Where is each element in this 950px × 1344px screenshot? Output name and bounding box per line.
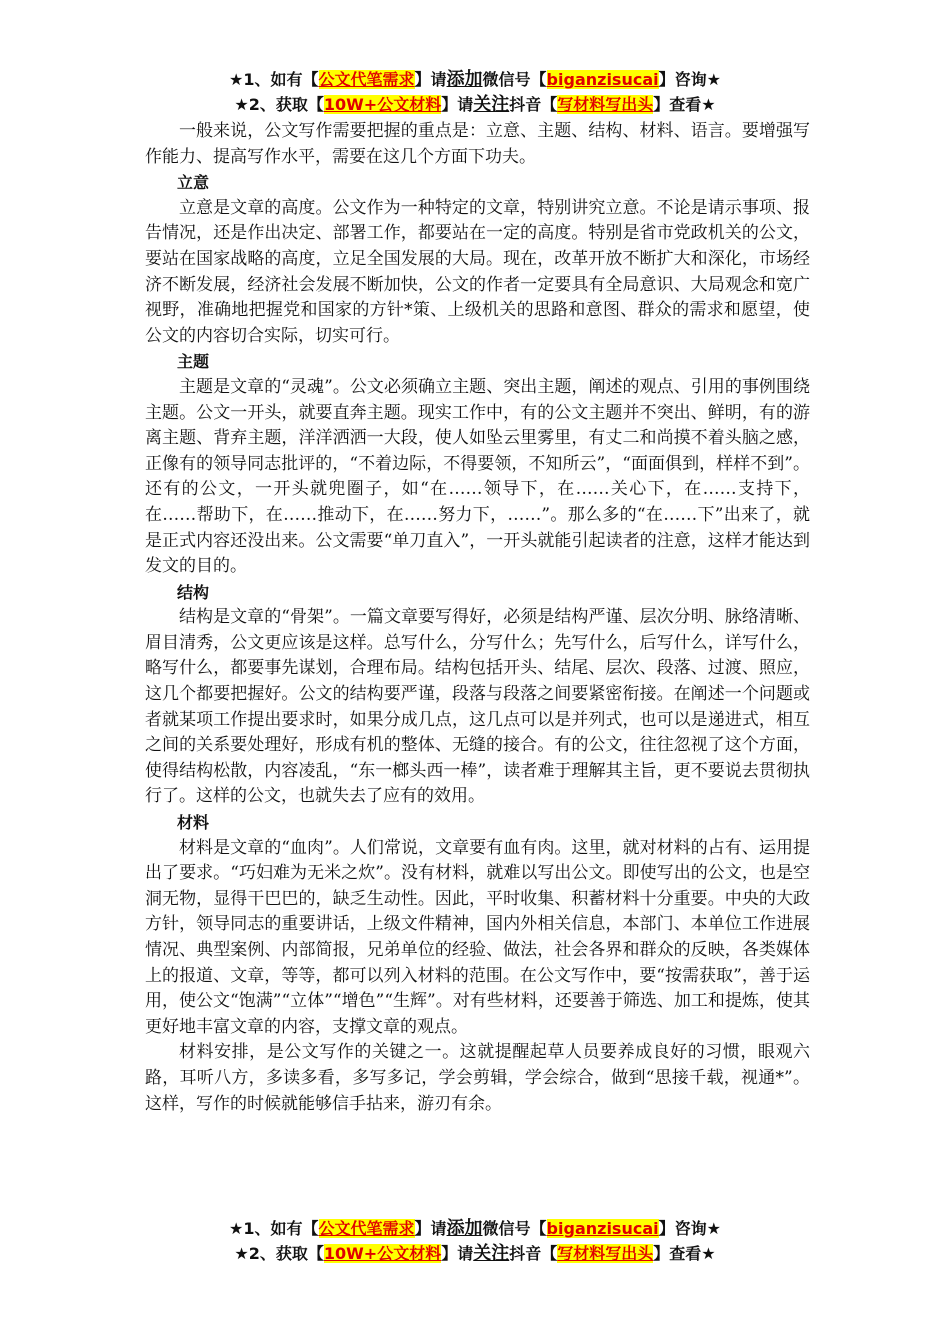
promo-text: ★2、获取【 xyxy=(234,95,324,114)
section-paragraph: 主题是文章的“灵魂”。公文必须确立主题、突出主题，阐述的观点、引用的事例围绕主题。公文一开头，就要直奔主题。现实工作中，有的公文主题并不突出、鲜明，有的游离主题、背弃主题，洋洋洒洒一大段，使人如坠云里雾里，有丈二和尚摸不着头脑之感，正像有的领导同志批评的，“不着边际，不得要领，不知所云”，“面面俱到，样样不到”。还有的公文，一开头就兜圈子，如“在……领导下，在……关心下，在……支持下，在……帮助下，在……推动下，在……努力下，……”。那么多的“在……下”出来了，就是正式内容还没出来。公文需要“单刀直入”，一开头就能引起读者的注意，这样才能达到发文的目的。 xyxy=(145,376,810,577)
promo-emphasis: 添加 xyxy=(446,69,483,90)
promo-text: ★1、如有【 xyxy=(229,70,319,89)
promo-highlight: biganzisucai xyxy=(546,1219,659,1238)
promo-text: 抖音【 xyxy=(509,1244,558,1263)
section-heading-jiegou: 结构 xyxy=(177,582,210,602)
promo-line-2-top xyxy=(140,93,810,117)
promo-highlight: 写材料写出头 xyxy=(557,1244,654,1263)
promo-highlight: 公文代笔需求 xyxy=(318,1219,415,1238)
promo-line-2-bottom xyxy=(140,1242,810,1266)
promo-text: 】咨询★ xyxy=(658,1219,721,1238)
promo-line-1-top xyxy=(140,68,810,92)
promo-text: 】请 xyxy=(441,1244,474,1263)
promo-line-1-bottom xyxy=(140,1217,810,1241)
section-paragraph: 结构是文章的“骨架”。一篇文章要写得好，必须是结构严谨、层次分明、脉络清晰、眉目清秀，公文更应该是这样。总写什么，分写什么；先写什么，后写什么，详写什么，略写什么，都要事先谋划，合理布局。结构包括开头、结尾、层次、段落、过渡、照应，这几个都要把握好。公文的结构要严谨，段落与段落之间要紧密衔接。在阐述一个问题或者就某项工作提出要求时，如果分成几点，这几点可以是并列式，也可以是递进式，相互之间的关系要处理好，形成有机的整体、无缝的接合。有的公文，往往忽视了这个方面，使得结构松散，内容凌乱，“东一榔头西一棒”，读者难于理解其主旨，更不要说去贯彻执行了。这样的公文，也就失去了应有的效用。 xyxy=(145,607,810,807)
promo-text: 】请 xyxy=(441,95,474,114)
promo-text: 】咨询★ xyxy=(658,70,721,89)
promo-emphasis: 关注 xyxy=(473,1243,510,1264)
promo-text: ★2、获取【 xyxy=(234,1244,324,1263)
promo-emphasis: 添加 xyxy=(446,1218,483,1239)
section-heading-liyi: 立意 xyxy=(177,173,210,193)
promo-highlight: 写材料写出头 xyxy=(557,95,654,114)
promo-text: 抖音【 xyxy=(509,95,558,114)
intro-paragraph: 一般来说，公文写作需要把握的重点是：立意、主题、结构、材料、语言。要增强写作能力、提高写作水平，需要在这几个方面下功夫。 xyxy=(145,121,810,167)
promo-highlight: 公文代笔需求 xyxy=(318,70,415,89)
section-heading-cailiao: 材料 xyxy=(177,813,210,833)
document-body xyxy=(145,119,810,1117)
promo-highlight: 10W+公文材料 xyxy=(323,95,442,114)
promo-text: 微信号【 xyxy=(482,1219,547,1238)
section-paragraph: 立意是文章的高度。公文作为一种特定的文章，特别讲究立意。不论是请示事项、报告情况，还是作出决定、部署工作，都要站在一定的高度。特别是省市党政机关的公文，要站在国家战略的高度，立足全国发展的大局。现在，改革开放不断扩大和深化，市场经济不断发展，经济社会发展不断加快，公文的作者一定要具有全局意识、大局观念和宽广视野，准确地把握党和国家的方针*策、上级机关的思路和意图、群众的需求和愿望，使公文的内容切合实际，切实可行。 xyxy=(145,197,810,346)
promo-text: 】查看★ xyxy=(653,95,716,114)
promo-text: 微信号【 xyxy=(482,70,547,89)
section-paragraph: 材料是文章的“血肉”。人们常说，文章要有血有肉。这里，就对材料的占有、运用提出了要求。“巧妇难为无米之炊”。没有材料，就难以写出公文。即使写出的公文，也是空洞无物，显得干巴巴的，缺乏生动性。因此，平时收集、积蓄材料十分重要。中央的大政方针，领导同志的重要讲话，上级文件精神，国内外相关信息，本部门、本单位工作进展情况、典型案例、内部简报，兄弟单位的经验、做法，社会各界和群众的反映，各类媒体上的报道、文章，等等，都可以列入材料的范围。在公文写作中，要“按需获取”，善于运用，使公文“饱满”“立体”“增色”“生辉”。对有些材料，还要善于筛选、加工和提炼，使其更好地丰富文章的内容，支撑文章的观点。 xyxy=(145,837,810,1037)
promo-emphasis: 关注 xyxy=(473,94,510,115)
section-paragraph: 材料安排，是公文写作的关键之一。这就提醒起草人员要养成良好的习惯，眼观六路，耳听八方，多读多看，多写多记，学会剪辑，学会综合，做到“思接千载，视通*”。这样，写作的时候就能够信手拈来，游刃有余。 xyxy=(145,1042,810,1114)
promo-text: 】请 xyxy=(414,70,447,89)
promo-highlight: biganzisucai xyxy=(546,70,659,89)
promo-text: 】请 xyxy=(414,1219,447,1238)
promo-text: 】查看★ xyxy=(653,1244,716,1263)
promo-highlight: 10W+公文材料 xyxy=(323,1244,442,1263)
section-heading-zhuti: 主题 xyxy=(177,352,210,372)
promo-text: ★1、如有【 xyxy=(229,1219,319,1238)
